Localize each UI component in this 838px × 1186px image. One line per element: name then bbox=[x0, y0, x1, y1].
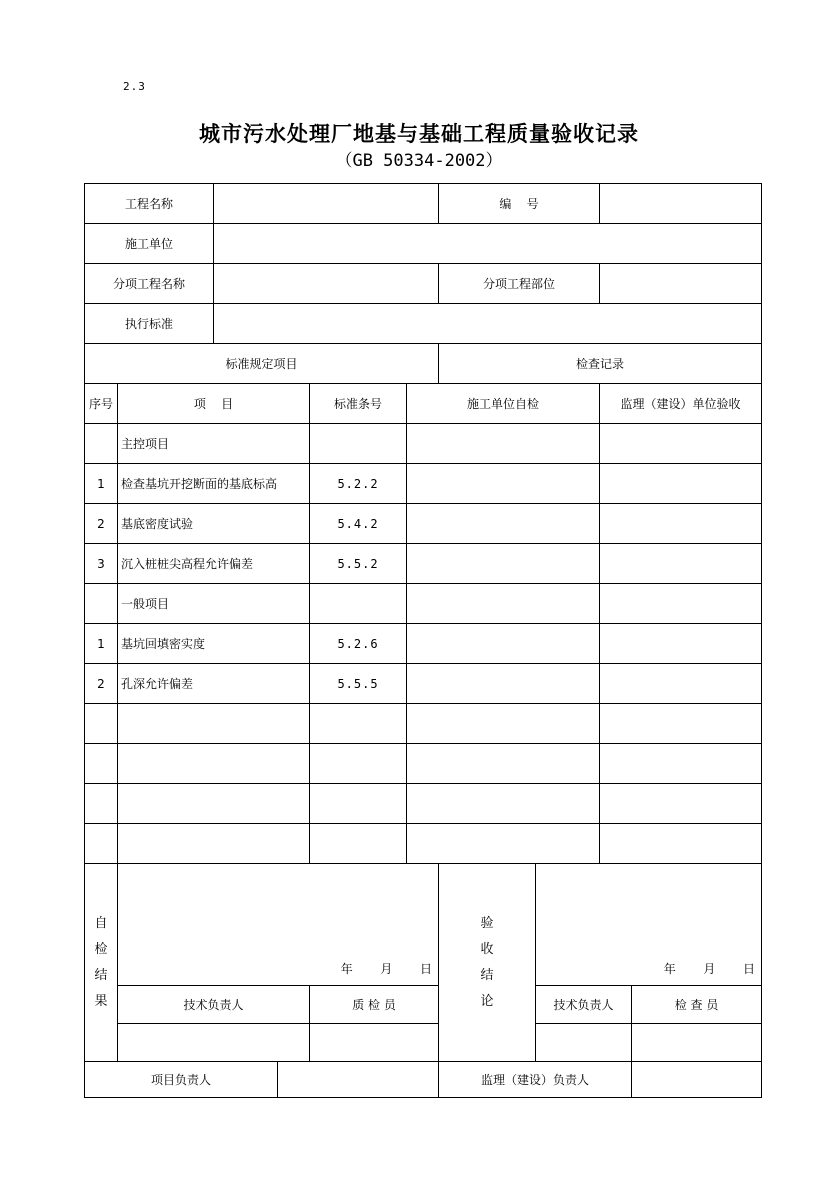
blank-item[interactable] bbox=[118, 704, 310, 744]
table-row bbox=[85, 624, 762, 664]
main-group-seq bbox=[85, 424, 118, 464]
self-check-char: 果 bbox=[94, 993, 108, 1009]
general-group-clause bbox=[310, 584, 407, 624]
row-seq: 1 bbox=[85, 464, 118, 504]
row-item: 基坑回填密实度 bbox=[118, 624, 310, 664]
header-row-project bbox=[85, 184, 762, 224]
project-name-label: 工程名称 bbox=[85, 184, 214, 224]
item-header: 项 目 bbox=[118, 384, 310, 424]
blank-seq[interactable] bbox=[85, 824, 118, 864]
page-subtitle: （GB 50334-2002） bbox=[335, 151, 503, 171]
blank-supervision[interactable] bbox=[600, 784, 762, 824]
general-group-supervision[interactable] bbox=[600, 584, 762, 624]
blank-seq[interactable] bbox=[85, 784, 118, 824]
row-item: 检查基坑开挖断面的基底标高 bbox=[118, 464, 310, 504]
sub-project-name-field[interactable] bbox=[214, 264, 439, 304]
self-tech-lead-label: 技术负责人 bbox=[118, 986, 310, 1024]
row-self-check-field[interactable] bbox=[407, 664, 600, 704]
table-row bbox=[85, 504, 762, 544]
signature-label-row bbox=[85, 986, 762, 1024]
blank-self-check[interactable] bbox=[407, 704, 600, 744]
standard-items-label: 标准规定项目 bbox=[85, 344, 439, 384]
column-header-row bbox=[85, 384, 762, 424]
blank-supervision[interactable] bbox=[600, 824, 762, 864]
table-row bbox=[85, 664, 762, 704]
row-clause: 5.2.2 bbox=[310, 464, 407, 504]
blank-clause[interactable] bbox=[310, 704, 407, 744]
supervision-header: 监理（建设）单位验收 bbox=[600, 384, 762, 424]
table-row bbox=[85, 544, 762, 584]
project-manager-label: 项目负责人 bbox=[85, 1062, 278, 1098]
blank-supervision[interactable] bbox=[600, 744, 762, 784]
acceptance-tech-lead-label: 技术负责人 bbox=[536, 986, 632, 1024]
blank-row bbox=[85, 704, 762, 744]
row-clause: 5.5.5 bbox=[310, 664, 407, 704]
construction-unit-field[interactable] bbox=[214, 224, 762, 264]
project-manager-field[interactable] bbox=[278, 1062, 439, 1098]
inspector-label: 检 查 员 bbox=[632, 986, 762, 1024]
self-check-result-label bbox=[85, 864, 118, 1062]
signature-field-row bbox=[85, 1024, 762, 1062]
row-clause: 5.2.6 bbox=[310, 624, 407, 664]
table-row bbox=[85, 464, 762, 504]
standard-label: 执行标准 bbox=[85, 304, 214, 344]
self-check-header: 施工单位自检 bbox=[407, 384, 600, 424]
inspector-signature[interactable] bbox=[632, 1024, 762, 1062]
self-tech-lead-signature[interactable] bbox=[118, 1024, 310, 1062]
blank-supervision[interactable] bbox=[600, 704, 762, 744]
header-row-construction-unit bbox=[85, 224, 762, 264]
inspection-record-form bbox=[84, 183, 762, 1098]
blank-item[interactable] bbox=[118, 784, 310, 824]
row-self-check-field[interactable] bbox=[407, 544, 600, 584]
row-seq: 1 bbox=[85, 624, 118, 664]
qc-inspector-signature[interactable] bbox=[310, 1024, 439, 1062]
construction-unit-label: 施工单位 bbox=[85, 224, 214, 264]
row-seq: 2 bbox=[85, 664, 118, 704]
project-name-field[interactable] bbox=[214, 184, 439, 224]
row-self-check-field[interactable] bbox=[407, 464, 600, 504]
seq-header: 序号 bbox=[85, 384, 118, 424]
row-supervision-field[interactable] bbox=[600, 464, 762, 504]
sub-project-part-label: 分项工程部位 bbox=[439, 264, 600, 304]
acceptance-char: 验 bbox=[480, 915, 494, 931]
blank-item[interactable] bbox=[118, 824, 310, 864]
acceptance-conclusion-label bbox=[439, 864, 536, 1062]
blank-clause[interactable] bbox=[310, 744, 407, 784]
row-supervision-field[interactable] bbox=[600, 544, 762, 584]
page-title: 城市污水处理厂地基与基础工程质量验收记录 bbox=[199, 122, 639, 146]
row-self-check-field[interactable] bbox=[407, 624, 600, 664]
row-supervision-field[interactable] bbox=[600, 664, 762, 704]
blank-seq[interactable] bbox=[85, 744, 118, 784]
blank-self-check[interactable] bbox=[407, 824, 600, 864]
row-item: 基底密度试验 bbox=[118, 504, 310, 544]
blank-self-check[interactable] bbox=[407, 744, 600, 784]
acceptance-tech-lead-signature[interactable] bbox=[536, 1024, 632, 1062]
general-group-row bbox=[85, 584, 762, 624]
main-group-clause bbox=[310, 424, 407, 464]
header-row-standard bbox=[85, 304, 762, 344]
acceptance-char: 收 bbox=[480, 941, 494, 957]
acceptance-date: 年 月 日 bbox=[663, 961, 756, 976]
footer-row bbox=[85, 1062, 762, 1098]
clause-header: 标准条号 bbox=[310, 384, 407, 424]
supervision-manager-label: 监理（建设）负责人 bbox=[439, 1062, 632, 1098]
inspection-record-label: 检查记录 bbox=[439, 344, 762, 384]
row-item: 沉入桩桩尖高程允许偏差 bbox=[118, 544, 310, 584]
sub-project-name-label: 分项工程名称 bbox=[85, 264, 214, 304]
blank-clause[interactable] bbox=[310, 784, 407, 824]
general-group-label: 一般项目 bbox=[118, 584, 310, 624]
self-check-result-area[interactable] bbox=[118, 864, 439, 986]
header-row-sub-project bbox=[85, 264, 762, 304]
number-field[interactable] bbox=[600, 184, 762, 224]
acceptance-char: 结 bbox=[480, 967, 494, 983]
sub-project-part-field[interactable] bbox=[600, 264, 762, 304]
blank-clause[interactable] bbox=[310, 824, 407, 864]
blank-row bbox=[85, 784, 762, 824]
row-supervision-field[interactable] bbox=[600, 504, 762, 544]
self-check-date: 年 月 日 bbox=[340, 961, 433, 976]
page-number: 2.3 bbox=[123, 80, 146, 93]
main-group-row bbox=[85, 424, 762, 464]
row-item: 孔深允许偏差 bbox=[118, 664, 310, 704]
blank-row bbox=[85, 744, 762, 784]
row-self-check-field[interactable] bbox=[407, 504, 600, 544]
blank-item[interactable] bbox=[118, 744, 310, 784]
standard-field[interactable] bbox=[214, 304, 762, 344]
number-label: 编 号 bbox=[439, 184, 600, 224]
acceptance-char: 论 bbox=[480, 993, 494, 1009]
general-group-self-check[interactable] bbox=[407, 584, 600, 624]
general-group-seq bbox=[85, 584, 118, 624]
self-check-char: 结 bbox=[94, 967, 108, 983]
qc-inspector-label: 质 检 员 bbox=[310, 986, 439, 1024]
section-header-row bbox=[85, 344, 762, 384]
blank-seq[interactable] bbox=[85, 704, 118, 744]
results-row bbox=[85, 864, 762, 986]
row-clause: 5.4.2 bbox=[310, 504, 407, 544]
acceptance-conclusion-area[interactable] bbox=[536, 864, 762, 986]
blank-self-check[interactable] bbox=[407, 784, 600, 824]
row-seq: 2 bbox=[85, 504, 118, 544]
row-clause: 5.5.2 bbox=[310, 544, 407, 584]
self-check-char: 检 bbox=[94, 941, 108, 957]
main-group-label: 主控项目 bbox=[118, 424, 310, 464]
row-supervision-field[interactable] bbox=[600, 624, 762, 664]
row-seq: 3 bbox=[85, 544, 118, 584]
blank-row bbox=[85, 824, 762, 864]
supervision-manager-field[interactable] bbox=[632, 1062, 762, 1098]
self-check-char: 自 bbox=[94, 915, 108, 931]
main-group-self-check[interactable] bbox=[407, 424, 600, 464]
main-group-supervision[interactable] bbox=[600, 424, 762, 464]
